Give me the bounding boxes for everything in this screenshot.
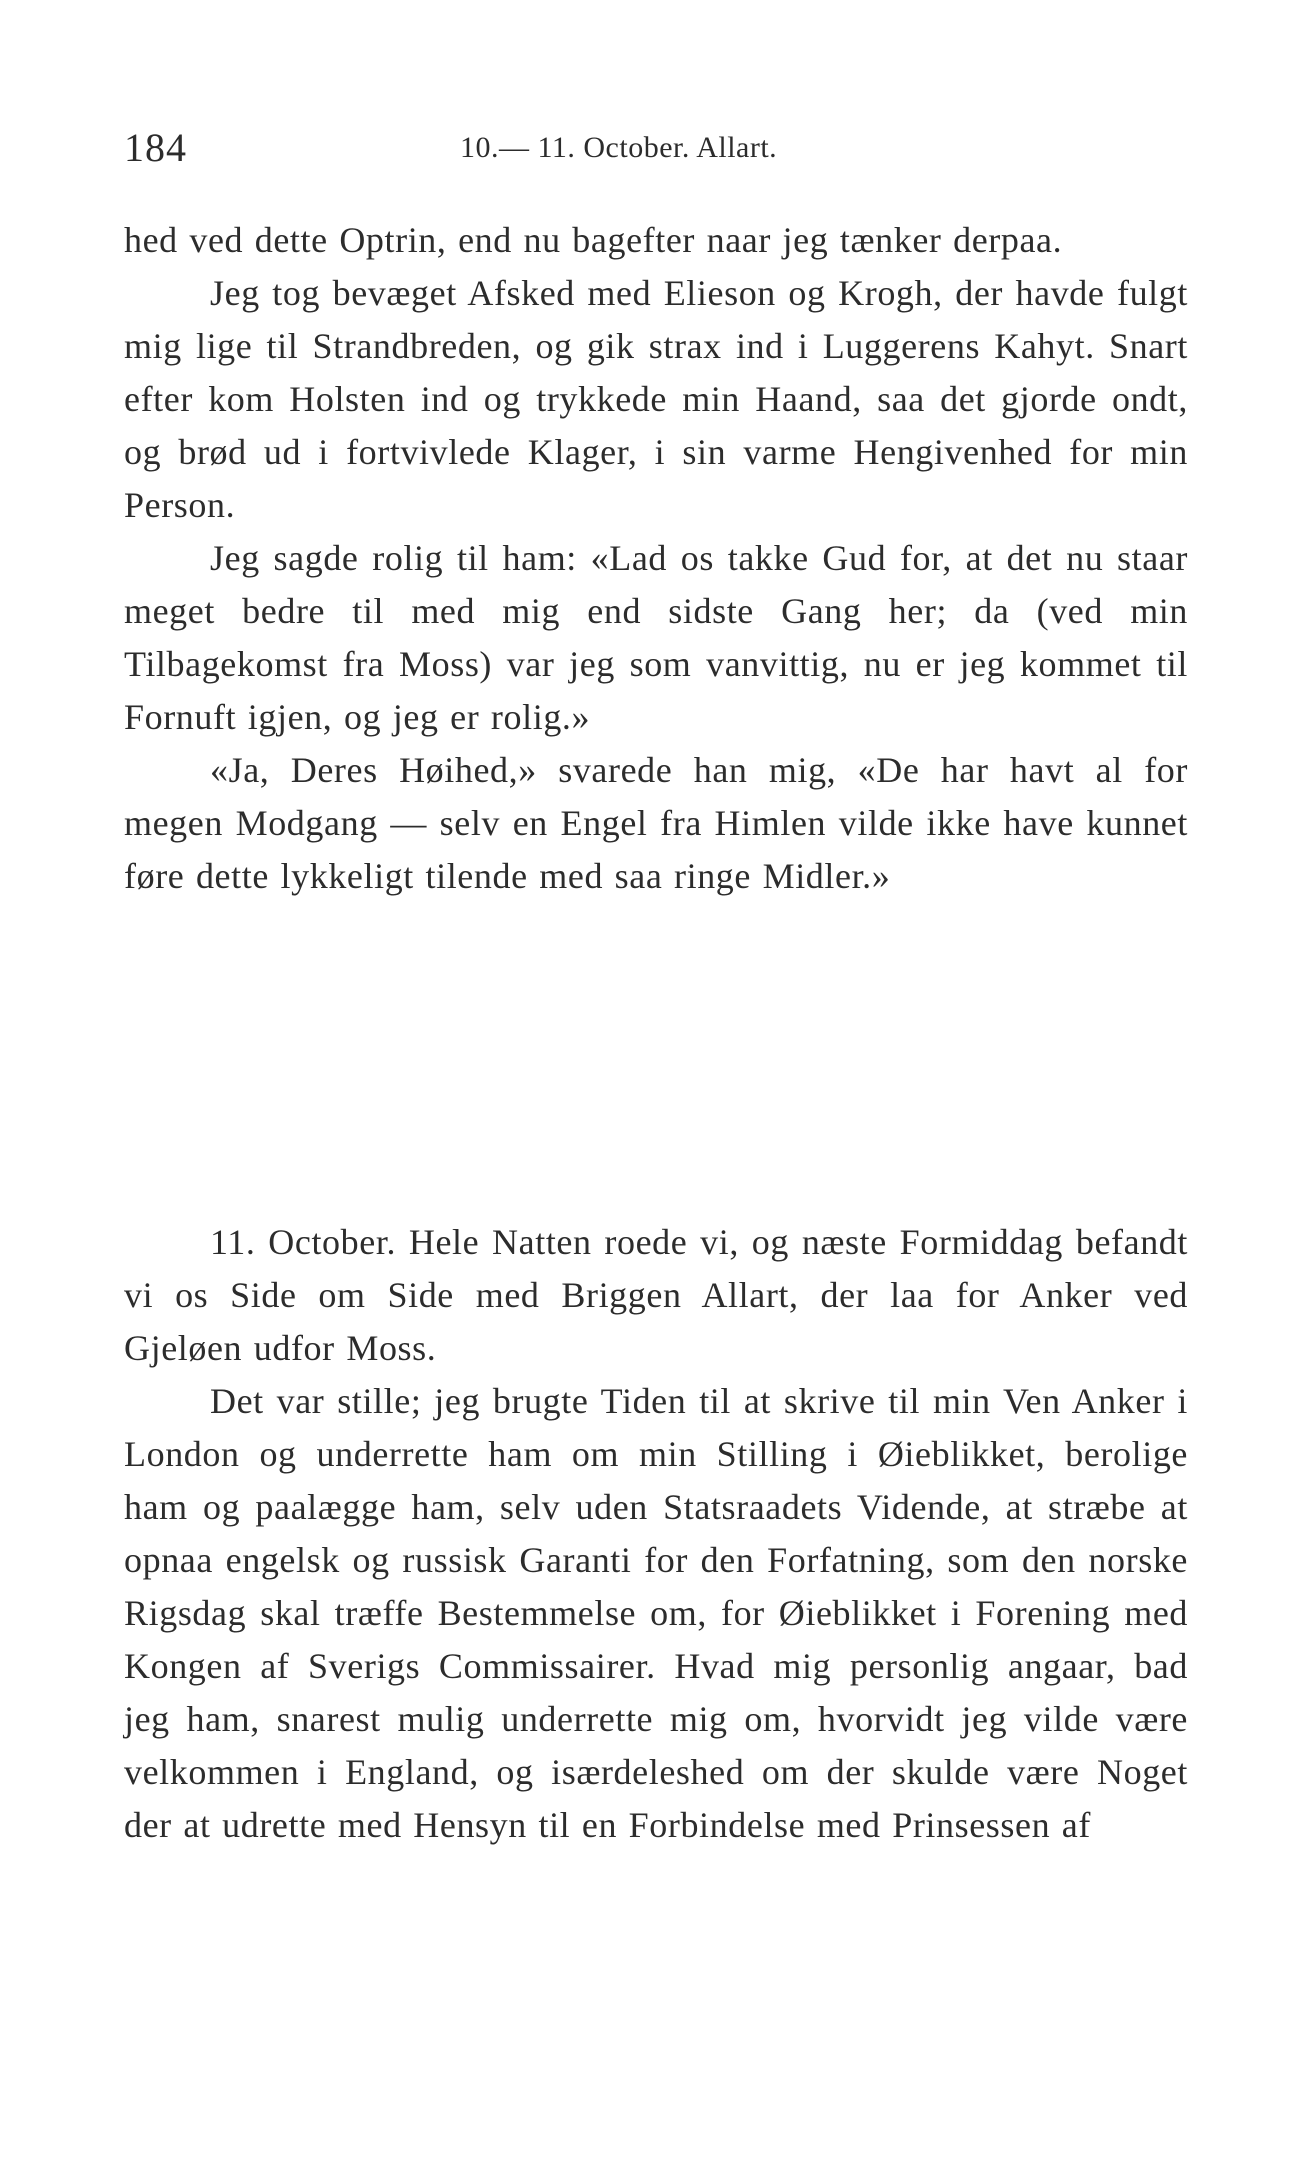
- paragraph-speech: Jeg sagde rolig til ham: «Lad os takke Gud for, at det nu staar meget bedre til med mig end sidste Gang her; da (ved min Tilbagekomst fra Moss) var jeg som vanvittig, nu er jeg kommet til Fornuft igjen, og jeg er rolig.»: [124, 538, 1188, 737]
- text-block-2: [124, 1216, 1188, 1852]
- text-block-1: [124, 214, 1188, 903]
- page-number: 184: [124, 125, 187, 170]
- running-head: 10.— 11. October. Allart.: [460, 131, 778, 164]
- page-header: [124, 118, 1204, 178]
- paragraph-continuation: hed ved dette Optrin, end nu bagefter naar jeg tænker derpaa.: [124, 220, 1063, 260]
- paragraph-letter: Det var stille; jeg brugte Tiden til at skrive til min Ven Anker i London og underrette ham om min Stilling i Øieblikket, berolige ham og paalægge ham, selv uden Statsraadets Vidende, at stræbe at opnaa engelsk og russisk Garanti for den Forfatning, som den norske Rigsdag skal træffe Bestemmelse om, for Øieblikket i Forening med Kongen af Sverigs Commissairer. Hvad mig personlig angaar, bad jeg ham, snarest mulig underrette mig om, hvorvidt jeg vilde være velkommen i England, og isærdeleshed om der skulde være Noget der at udrette med Hensyn til en Forbindelse med Prinsessen af: [124, 1381, 1188, 1845]
- paragraph-reply: «Ja, Deres Høihed,» svarede han mig, «De har havt al for megen Modgang — selv en Engel fra Himlen vilde ikke have kunnet føre dette lykkeligt tilende med saa ringe Midler.»: [124, 750, 1188, 896]
- paragraph-october-11: 11. October. Hele Natten roede vi, og næste Formiddag befandt vi os Side om Side med Briggen Allart, der laa for Anker ved Gjeløen udfor Moss.: [124, 1222, 1188, 1368]
- paragraph-departure: Jeg tog bevæget Afsked med Elieson og Krogh, der havde fulgt mig lige til Strandbreden, og gik strax ind i Luggerens Kahyt. Snart efter kom Holsten ind og trykkede min Haand, saa det gjorde ondt, og brød ud i fortvivlede Klager, i sin varme Hengivenhed for min Person.: [124, 273, 1188, 525]
